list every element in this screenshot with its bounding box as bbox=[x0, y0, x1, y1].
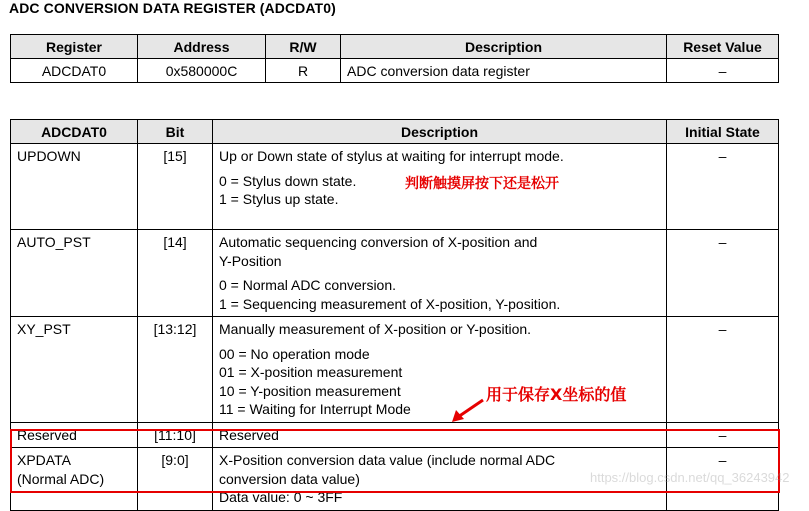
description-line: Automatic sequencing conversion of X-position and bbox=[219, 234, 538, 250]
option-line: 01 = X-position measurement bbox=[219, 364, 403, 380]
field-description: Reserved bbox=[213, 422, 667, 448]
option-line: 0 = Normal ADC conversion. bbox=[219, 277, 397, 293]
option-line: 1 = Stylus up state. bbox=[219, 191, 339, 207]
x-value-annotation: 用于保存X坐标的值 bbox=[486, 385, 627, 404]
field-name-xy-pst: XY_PST bbox=[11, 317, 138, 423]
header-description: Description bbox=[341, 35, 667, 59]
bit-table-header-row bbox=[11, 120, 779, 144]
reset-value-cell: – bbox=[667, 59, 779, 83]
table-row bbox=[11, 317, 779, 423]
option-line: 11 = Waiting for Interrupt Mode bbox=[219, 401, 411, 417]
header-address: Address bbox=[138, 35, 266, 59]
table-row bbox=[11, 144, 779, 230]
header-field-name: ADCDAT0 bbox=[11, 120, 138, 144]
field-description bbox=[213, 317, 667, 423]
initial-state: – bbox=[667, 422, 779, 448]
initial-state: – bbox=[667, 317, 779, 423]
header-register: Register bbox=[11, 35, 138, 59]
watermark: https://blog.csdn.net/qq_36243942 bbox=[590, 470, 790, 485]
initial-state: – bbox=[667, 230, 779, 317]
field-name-updown: UPDOWN bbox=[11, 144, 138, 230]
table-row bbox=[11, 422, 779, 448]
field-description bbox=[213, 230, 667, 317]
bit-range: [9:0] bbox=[138, 448, 213, 511]
header-rw: R/W bbox=[266, 35, 341, 59]
field-name-line: (Normal ADC) bbox=[17, 470, 105, 487]
header-bit: Bit bbox=[138, 120, 213, 144]
field-name-reserved: Reserved bbox=[11, 422, 138, 448]
field-name-xpdata bbox=[11, 448, 138, 511]
address-cell: 0x580000C bbox=[138, 59, 266, 83]
description-line: Manually measurement of X-position or Y-position. bbox=[219, 321, 532, 337]
register-name-cell: ADCDAT0 bbox=[11, 59, 138, 83]
data-value-line: Data value: 0 ~ 3FF bbox=[219, 489, 343, 505]
option-line: 1 = Sequencing measurement of X-position, Y-position. bbox=[219, 295, 561, 312]
initial-state: – bbox=[667, 144, 779, 230]
description-line: Up or Down state of stylus at waiting for interrupt mode. bbox=[219, 148, 564, 164]
bit-field-table bbox=[10, 119, 779, 511]
description-line: X-Position conversion data value (include normal ADC bbox=[219, 452, 556, 468]
header-reset-value: Reset Value bbox=[667, 35, 779, 59]
table-row bbox=[11, 59, 779, 83]
option-line: 10 = Y-position measurement bbox=[219, 382, 401, 399]
bit-range: [13:12] bbox=[138, 317, 213, 423]
initial-state: – bbox=[667, 448, 779, 511]
arrow-icon bbox=[450, 398, 486, 424]
description-line: conversion data value) bbox=[219, 470, 360, 487]
page-title: ADC CONVERSION DATA REGISTER (ADCDAT0) bbox=[9, 0, 336, 16]
field-name-line: XPDATA bbox=[17, 452, 71, 468]
table-row bbox=[11, 230, 779, 317]
register-summary-table bbox=[10, 34, 779, 83]
header-initial-state: Initial State bbox=[667, 120, 779, 144]
bit-range: [11:10] bbox=[138, 422, 213, 448]
bit-range: [14] bbox=[138, 230, 213, 317]
touch-state-annotation: 判断触摸屏按下还是松开 bbox=[405, 176, 559, 192]
rw-cell: R bbox=[266, 59, 341, 83]
description-cell: ADC conversion data register bbox=[341, 59, 667, 83]
option-line: 00 = No operation mode bbox=[219, 345, 370, 362]
description-line: Y-Position bbox=[219, 252, 282, 269]
register-table-header-row bbox=[11, 35, 779, 59]
bit-range: [15] bbox=[138, 144, 213, 230]
option-line: 0 = Stylus down state. bbox=[219, 172, 357, 189]
header-description: Description bbox=[213, 120, 667, 144]
field-name-auto-pst: AUTO_PST bbox=[11, 230, 138, 317]
